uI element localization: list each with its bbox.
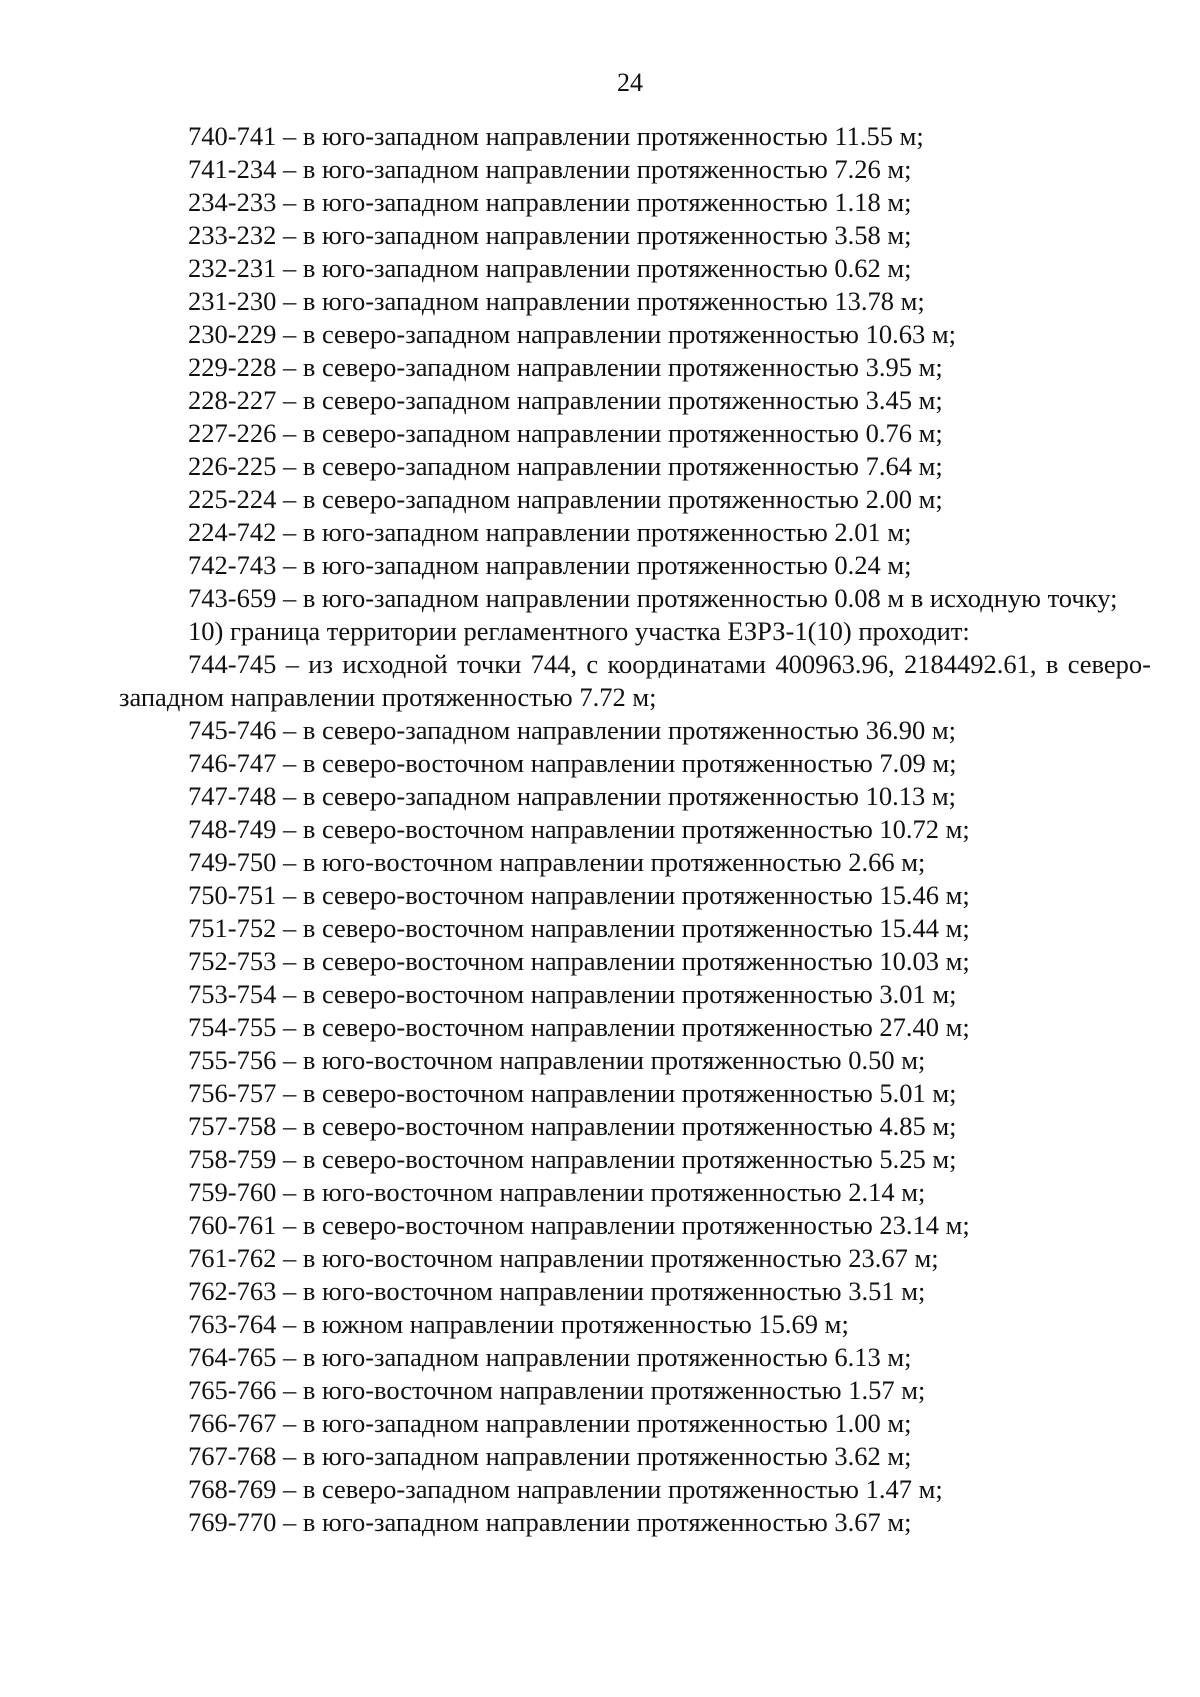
boundary-segment-line: 742-743 – в юго-западном направлении протяженностью 0.24 м; (188, 550, 912, 580)
boundary-segment-line: 752-753 – в северо-восточном направлении протяженностью 10.03 м; (188, 946, 970, 976)
boundary-segment-line: 745-746 – в северо-западном направлении протяженностью 36.90 м; (188, 715, 956, 745)
boundary-segment-line: 762-763 – в юго-восточном направлении протяженностью 3.51 м; (188, 1276, 926, 1306)
boundary-segment-line: 756-757 – в северо-восточном направлении протяженностью 5.01 м; (188, 1078, 957, 1108)
section-heading: 10) граница территории регламентного участка ЕЗРЗ-1(10) проходит: (188, 616, 970, 646)
boundary-segment-line: 759-760 – в юго-восточном направлении протяженностью 2.14 м; (188, 1177, 926, 1207)
boundary-segment-line: 767-768 – в юго-западном направлении протяженностью 3.62 м; (188, 1441, 912, 1471)
boundary-segment-line: 225-224 – в северо-западном направлении протяженностью 2.00 м; (188, 484, 943, 514)
boundary-segment-line: 227-226 – в северо-западном направлении протяженностью 0.76 м; (188, 418, 943, 448)
boundary-segment-line: 747-748 – в северо-западном направлении протяженностью 10.13 м; (188, 781, 956, 811)
boundary-segment-line: 753-754 – в северо-восточном направлении протяженностью 3.01 м; (188, 979, 957, 1009)
boundary-segment-line: 232-231 – в юго-западном направлении протяженностью 0.62 м; (188, 253, 912, 283)
boundary-segment-list-after (119, 714, 1151, 1539)
boundary-segment-line: 754-755 – в северо-восточном направлении протяженностью 27.40 м; (188, 1012, 970, 1042)
boundary-segment-line: 224-742 – в юго-западном направлении протяженностью 2.01 м; (188, 517, 912, 547)
boundary-segment-line: 768-769 – в северо-западном направлении протяженностью 1.47 м; (188, 1474, 943, 1504)
boundary-segment-line: 740-741 – в юго-западном направлении протяженностью 11.55 м; (188, 121, 924, 151)
boundary-segment-line: 750-751 – в северо-восточном направлении протяженностью 15.46 м; (188, 880, 970, 910)
boundary-segment-line: 234-233 – в юго-западном направлении протяженностью 1.18 м; (188, 187, 912, 217)
boundary-segment-line: 757-758 – в северо-восточном направлении протяженностью 4.85 м; (188, 1111, 957, 1141)
boundary-segment-line: 766-767 – в юго-западном направлении протяженностью 1.00 м; (188, 1408, 912, 1438)
boundary-segment-line: 746-747 – в северо-восточном направлении протяженностью 7.09 м; (188, 748, 957, 778)
document-body (119, 120, 1151, 1539)
boundary-segment-line: 230-229 – в северо-западном направлении протяженностью 10.63 м; (188, 319, 956, 349)
start-segment: 744-745 – из исходной точки 744, с координатами 400963.96, 2184492.61, в северо-западном направлении протяженностью 7.72 м; (119, 649, 1151, 712)
boundary-segment-line: 765-766 – в юго-восточном направлении протяженностью 1.57 м; (188, 1375, 926, 1405)
boundary-segment-line: 233-232 – в юго-западном направлении протяженностью 3.58 м; (188, 220, 912, 250)
boundary-segment-list-before (119, 120, 1151, 582)
boundary-segment-line: 761-762 – в юго-восточном направлении протяженностью 23.67 м; (188, 1243, 939, 1273)
boundary-segment-line: 741-234 – в юго-западном направлении протяженностью 7.26 м; (188, 154, 912, 184)
boundary-segment-line: 749-750 – в юго-восточном направлении протяженностью 2.66 м; (188, 847, 926, 877)
boundary-segment-line: 755-756 – в юго-восточном направлении протяженностью 0.50 м; (188, 1045, 926, 1075)
boundary-segment-line: 760-761 – в северо-восточном направлении протяженностью 23.14 м; (188, 1210, 970, 1240)
boundary-segment-line: 228-227 – в северо-западном направлении протяженностью 3.45 м; (188, 385, 943, 415)
closing-segment: 743-659 – в юго-западном направлении протяженностью 0.08 м в исходную точку; (188, 583, 1118, 613)
boundary-segment-line: 758-759 – в северо-восточном направлении протяженностью 5.25 м; (188, 1144, 957, 1174)
boundary-segment-line: 769-770 – в юго-западном направлении протяженностью 3.67 м; (188, 1507, 912, 1537)
boundary-segment-line: 751-752 – в северо-восточном направлении протяженностью 15.44 м; (188, 913, 970, 943)
boundary-segment-line: 763-764 – в южном направлении протяженностью 15.69 м; (188, 1309, 849, 1339)
boundary-segment-line: 226-225 – в северо-западном направлении протяженностью 7.64 м; (188, 451, 943, 481)
boundary-segment-line: 229-228 – в северо-западном направлении протяженностью 3.95 м; (188, 352, 943, 382)
page-number: 24 (617, 68, 643, 97)
boundary-segment-line: 231-230 – в юго-западном направлении протяженностью 13.78 м; (188, 286, 925, 316)
boundary-segment-line: 764-765 – в юго-западном направлении протяженностью 6.13 м; (188, 1342, 912, 1372)
boundary-segment-line: 748-749 – в северо-восточном направлении протяженностью 10.72 м; (188, 814, 970, 844)
